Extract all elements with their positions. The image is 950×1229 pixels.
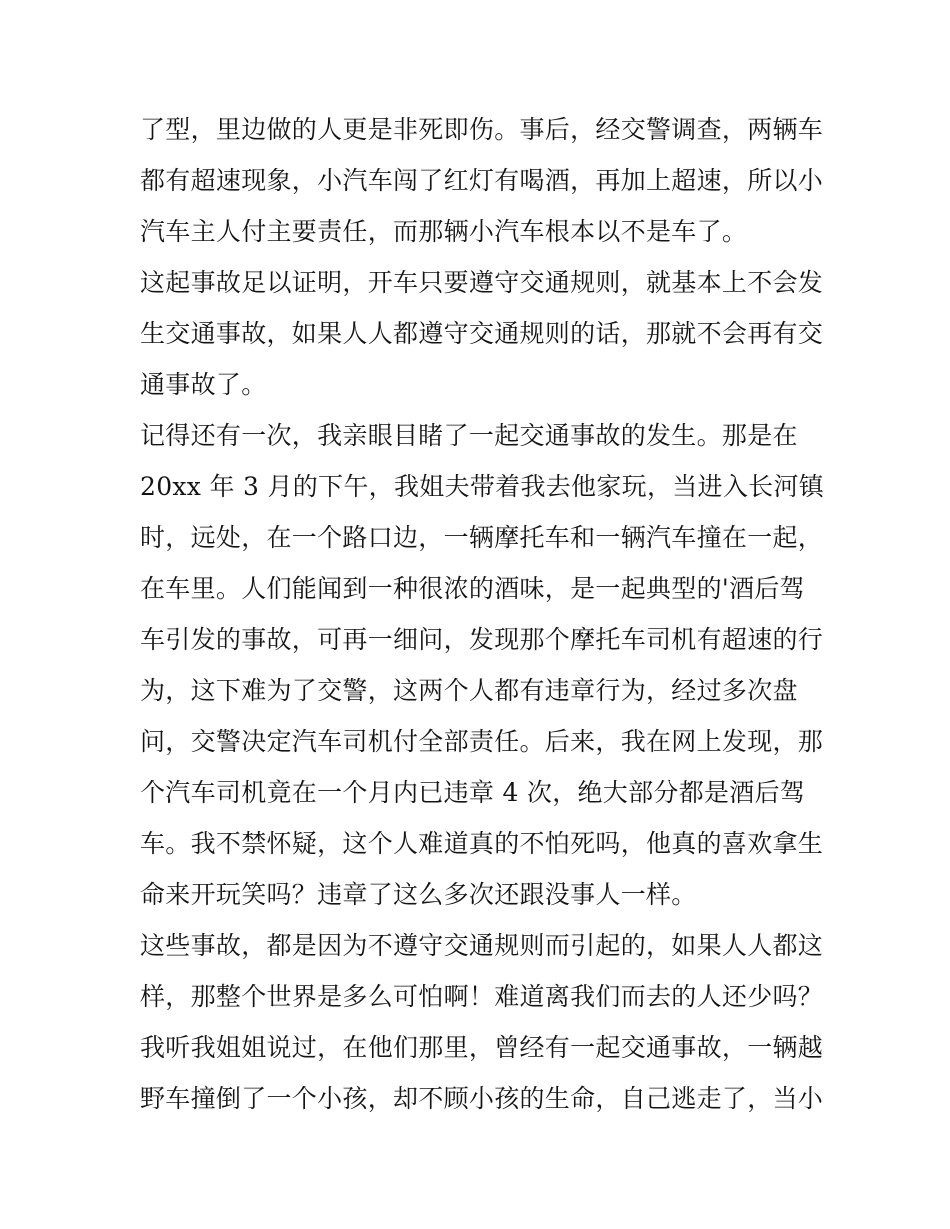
document-body: [140, 104, 825, 1124]
text-line: 在车里。人们能闻到一种很浓的酒味，是一起典型的'酒后驾: [140, 574, 805, 603]
text-line: 这些事故，都是因为不遵守交通规则而引起的，如果人人都这: [140, 931, 824, 960]
text-line: 样，那整个世界是多么可怕啊！难道离我们而去的人还少吗？: [140, 982, 824, 1011]
text-line: 时，远处，在一个路口边，一辆摩托车和一辆汽车撞在一起，: [140, 523, 824, 552]
text-line: 都有超速现象，小汽车闯了红灯有喝酒，再加上超速，所以小: [140, 166, 824, 195]
text-line: 20xx 年 3 月的下午，我姐夫带着我去他家玩，当进入长河镇: [140, 472, 825, 501]
text-line: 个汽车司机竟在一个月内已违章 4 次，绝大部分都是酒后驾: [140, 778, 806, 807]
text-line: 生交通事故，如果人人都遵守交通规则的话，那就不会再有交: [140, 319, 824, 348]
text-line: 野车撞倒了一个小孩，却不顾小孩的生命，自己逃走了，当小: [140, 1084, 824, 1113]
text-line: 记得还有一次，我亲眼目睹了一起交通事故的发生。那是在: [140, 421, 798, 450]
text-line: 我听我姐姐说过，在他们那里，曾经有一起交通事故，一辆越: [140, 1033, 824, 1062]
text-line: 车引发的事故，可再一细问，发现那个摩托车司机有超速的行: [140, 625, 824, 654]
text-line: 车。我不禁怀疑，这个人难道真的不怕死吗，他真的喜欢拿生: [140, 829, 824, 858]
text-line: 命来开玩笑吗？违章了这么多次还跟没事人一样。: [140, 880, 697, 909]
text-line: 问，交警决定汽车司机付全部责任。后来，我在网上发现，那: [140, 727, 824, 756]
text-line: 这起事故足以证明，开车只要遵守交通规则，就基本上不会发: [140, 268, 824, 297]
text-line: 汽车主人付主要责任，而那辆小汽车根本以不是车了。: [140, 217, 748, 246]
text-line: 了型，里边做的人更是非死即伤。事后，经交警调查，两辆车: [140, 115, 824, 144]
text-line: 通事故了。: [140, 370, 267, 399]
text-line: 为，这下难为了交警，这两个人都有违章行为，经过多次盘: [140, 676, 798, 705]
